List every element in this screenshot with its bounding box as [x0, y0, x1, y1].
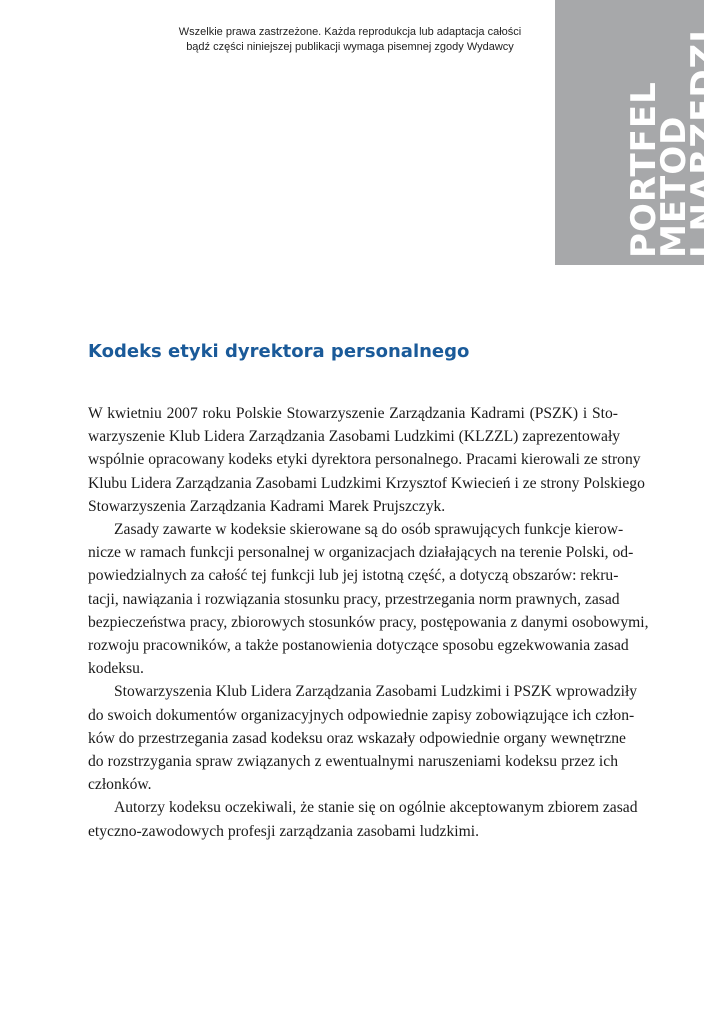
- section-side-tab: [555, 0, 724, 265]
- paragraph-line: Stowarzyszenia Zarządzania Kadrami Marek Prujszczyk.: [88, 497, 446, 515]
- paragraph-line: tacji, nawiązania i rozwiązania stosunku pracy, przestrzegania norm prawnych, zasad: [88, 590, 620, 608]
- paragraph-line: do swoich dokumentów organizacyjnych odpowiednie zapisy zobowiązujące ich człon-: [88, 706, 635, 724]
- side-tab-line-2: METOD: [654, 115, 694, 258]
- paragraph-line: ków do przestrzegania zasad kodeksu oraz wskazały odpowiednie organy wewnętrzne: [88, 729, 626, 747]
- side-tab-line-3: I NARZĘDZI: [684, 29, 724, 258]
- paragraph-3: [88, 680, 638, 796]
- paragraph-2: [88, 518, 649, 680]
- paragraph-line: Autorzy kodeksu oczekiwali, że stanie się on ogólnie akceptowanym zbiorem zasad: [114, 799, 638, 817]
- paragraph-line: rozwoju pracowników, a także postanowienia dotyczące sposobu egzekwowania zasad: [88, 637, 629, 655]
- paragraph-line: nicze w ramach funkcji personalnej w organizacjach działających na terenie Polski, od-: [88, 544, 634, 562]
- side-tab-line-1: PORTFEL: [624, 81, 664, 258]
- copyright-line-2: bądź części niniejszej publikacji wymaga pisemnej zgody Wydawcy: [186, 41, 514, 53]
- paragraph-1: [88, 402, 645, 518]
- paragraph-line: Klubu Lidera Zarządzania Zasobami Ludzkimi Krzysztof Kwiecień i ze strony Polskiego: [88, 474, 645, 492]
- paragraph-line: wspólnie opracowany kodeks etyki dyrektora personalnego. Pracami kierowali ze strony: [88, 451, 641, 469]
- paragraph-line: członków.: [88, 776, 152, 794]
- paragraph-line: warzyszenie Klub Lidera Zarządzania Zasobami Ludzkimi (KLZZL) zaprezentowały: [88, 428, 621, 446]
- paragraph-line: W kwietniu 2007 roku Polskie Stowarzyszenie Zarządzania Kadrami (PSZK) i Sto-: [88, 405, 618, 422]
- article-body: [88, 402, 649, 843]
- paragraph-line: etyczno-zawodowych profesji zarządzania zasobami ludzkimi.: [88, 822, 479, 840]
- paragraph-line: powiedzialnych za całość tej funkcji lub jej istotną część, a dotyczą obszarów: rekru-: [88, 567, 619, 585]
- paragraph-line: Stowarzyszenia Klub Lidera Zarządzania Zasobami Ludzkimi i PSZK wprowadziły: [114, 683, 638, 701]
- paragraph-line: bezpieczeństwa pracy, zbiorowych stosunków pracy, postępowania z danymi osobowymi,: [88, 613, 649, 631]
- copyright-notice: [140, 25, 560, 55]
- copyright-line-1: Wszelkie prawa zastrzeżone. Każda reprodukcja lub adaptacja całości: [178, 26, 522, 38]
- article-title: Kodeks etyki dyrektora personalnego: [88, 341, 470, 362]
- paragraph-4: [88, 796, 638, 842]
- section-side-tab-label: [624, 29, 724, 258]
- paragraph-line: do rozstrzygania spraw związanych z ewentualnymi naruszeniami kodeksu przez ich: [88, 753, 618, 771]
- paragraph-line: Zasady zawarte w kodeksie skierowane są do osób sprawujących funkcje kierow-: [114, 521, 624, 539]
- paragraph-line: kodeksu.: [88, 660, 144, 678]
